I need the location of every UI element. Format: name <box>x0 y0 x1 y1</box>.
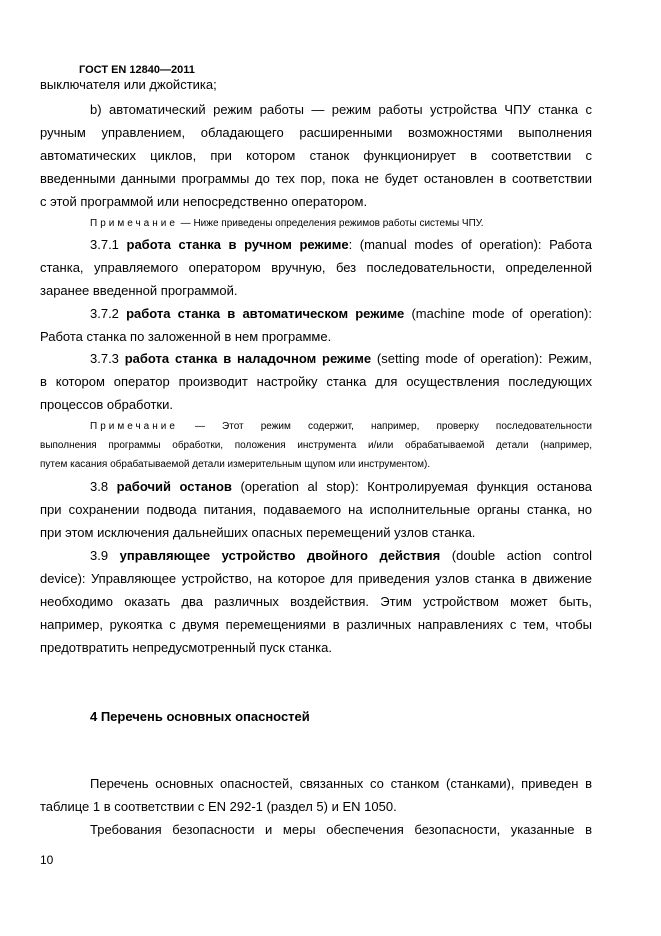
term-3-7-3 <box>90 351 592 367</box>
text-line: в котором оператор производит настройку станка для осуществления последующих <box>40 374 592 389</box>
document-header: ГОСТ EN 12840—2011 <box>79 64 195 76</box>
term-definition: (setting mode of operation): Режим, <box>371 351 592 366</box>
text-line: автоматических циклов, при котором станок функционирует в соответствии с <box>40 148 592 163</box>
term-3-7-1 <box>90 237 592 253</box>
text-line: device): Управляющее устройство, на которое для приведения узлов станка в движение <box>40 571 592 586</box>
text-line: Перечень основных опасностей, связанных со станком (станками), приведен в <box>90 776 592 791</box>
term-number: 3.7.1 <box>90 237 127 252</box>
term-3-9 <box>90 548 592 564</box>
text-line: ручным управлением, обладающего расширенными возможностями выполнения <box>40 125 592 140</box>
term-definition: (operation al stop): Контролируемая функция останова <box>231 479 592 494</box>
text-line: процессов обработки. <box>40 397 173 412</box>
note-line: путем касания обрабатываемой детали измерительным щупом или инструментом). <box>40 459 431 470</box>
text-line: при этом исключения дальнейших опасных перемещений узлов станка. <box>40 525 476 540</box>
note-line: выполнения программы обработки, положения инструмента и/или обрабатываемой детали (например, <box>40 440 592 451</box>
text-line: выключателя или джойстика; <box>40 77 217 92</box>
note-label: Примечание <box>90 421 178 432</box>
note-text: — Этот режим содержит, например, проверку последовательности <box>177 421 592 432</box>
note-label: Примечание <box>90 218 178 229</box>
note-text: — Ниже приведены определения режимов работы системы ЧПУ. <box>177 218 484 229</box>
note-1 <box>90 217 484 230</box>
text-line: при сохранении подвода питания, подаваемого на исполнительные органы станка, но <box>40 502 592 517</box>
note-2 <box>90 420 592 433</box>
term-number: 3.9 <box>90 548 120 563</box>
term-title: работа станка в наладочном режиме <box>124 351 372 366</box>
page-number: 10 <box>40 853 54 867</box>
text-line: Требования безопасности и меры обеспечения безопасности, указанные в <box>90 822 592 837</box>
term-title: работа станка в автоматическом режиме <box>126 306 405 321</box>
text-line: Работа станка по заложенной в нем программе. <box>40 329 332 344</box>
term-number: 3.7.3 <box>90 351 125 366</box>
section-heading: 4 Перечень основных опасностей <box>90 709 310 724</box>
term-definition: (double action control <box>440 548 593 563</box>
text-line: введенными данными программы до тех пор, пока не будет остановлен в соответствии <box>40 171 592 186</box>
term-definition: : (manual modes of operation): Работа <box>348 237 593 252</box>
text-line: b) автоматический режим работы — режим работы устройства ЧПУ станка с <box>90 102 592 117</box>
term-title: управляющее устройство двойного действия <box>119 548 441 563</box>
term-3-8 <box>90 479 592 495</box>
term-title: работа станка в ручном режиме <box>126 237 349 252</box>
text-line: необходимо оказать два различных воздействия. Этим устройством может быть, <box>40 594 592 609</box>
term-definition: (machine mode of operation): <box>404 306 592 321</box>
term-number: 3.7.2 <box>90 306 127 321</box>
term-title: рабочий останов <box>116 479 232 494</box>
text-line: таблице 1 в соответствии с EN 292-1 (раздел 5) и EN 1050. <box>40 799 397 814</box>
text-line: например, рукоятка с двумя перемещениями в различных направлениях с тем, чтобы <box>40 617 592 632</box>
text-line: станка, управляемого оператором вручную, без последовательности, определенной <box>40 260 592 275</box>
term-number: 3.8 <box>90 479 117 494</box>
text-line: предотвратить непредусмотренный пуск станка. <box>40 640 332 655</box>
term-3-7-2 <box>90 306 592 322</box>
text-line: с этой программой или непосредственно оператором. <box>40 194 368 209</box>
text-line: заранее введенной программой. <box>40 283 238 298</box>
